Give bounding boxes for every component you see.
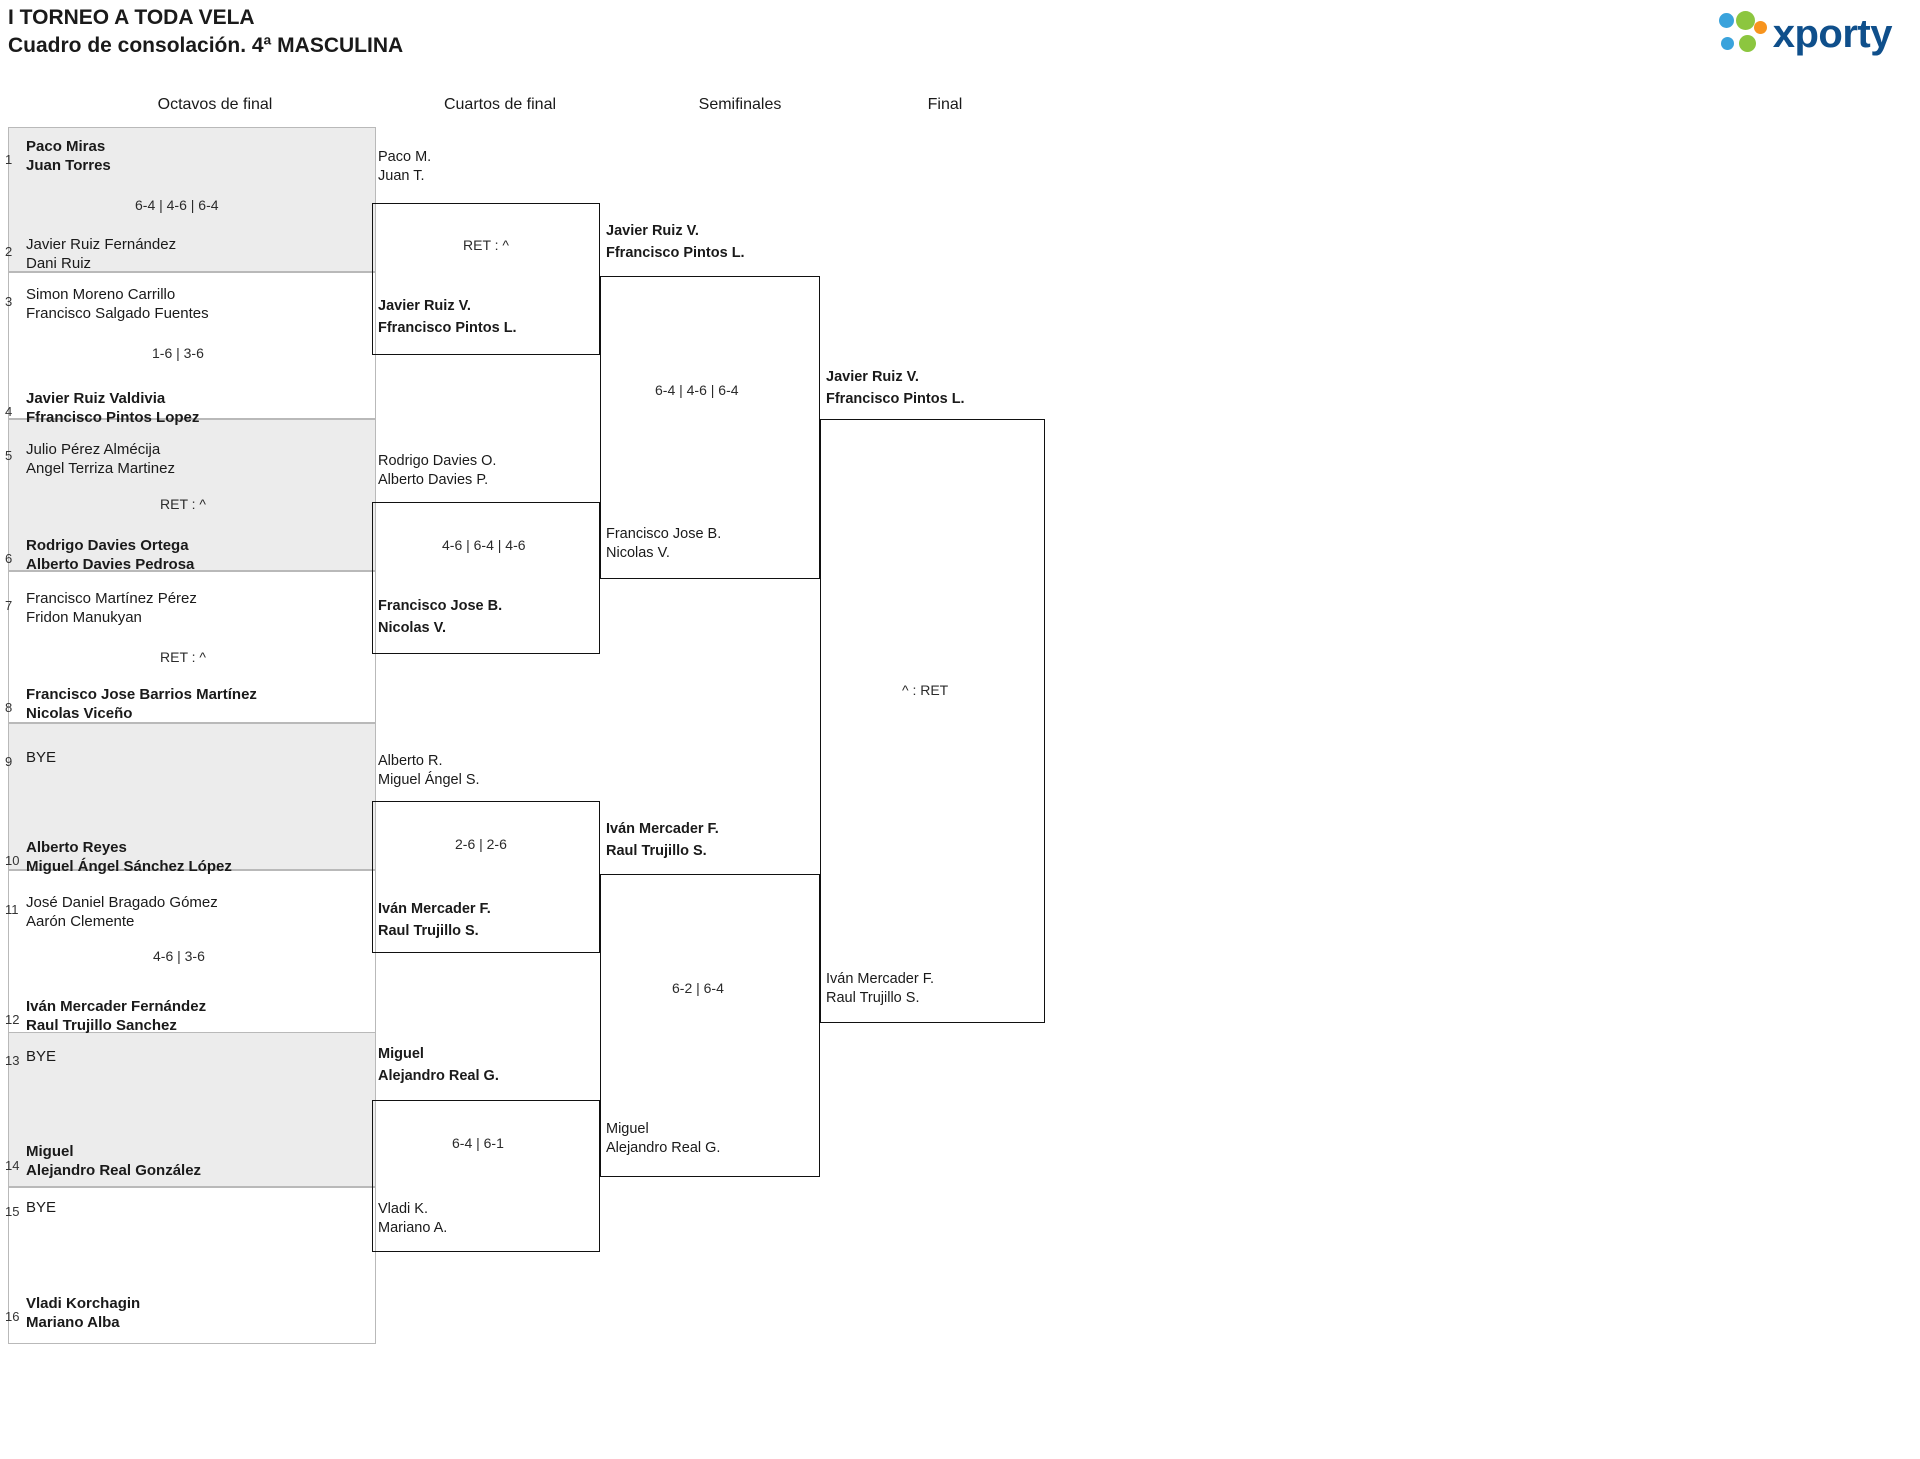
page-title — [8, 4, 403, 60]
seed-6: 6 — [5, 551, 13, 566]
final-player: Iván Mercader F. — [826, 971, 934, 987]
r2-score: 2-6 | 2-6 — [455, 836, 507, 852]
r3-player: Francisco Jose B. — [606, 526, 722, 542]
r1-player: Raul Trujillo Sanchez — [26, 1017, 177, 1034]
r1-player: Iván Mercader Fernández — [26, 998, 207, 1015]
tournament-subtitle: Cuadro de consolación. 4ª MASCULINA — [8, 34, 404, 57]
r1-player: BYE — [26, 1199, 57, 1216]
r2-player: Vladi K. — [378, 1201, 428, 1217]
r1-score: RET : ^ — [160, 496, 206, 512]
r1-player: Vladi Korchagin — [26, 1295, 141, 1312]
r1-player: Alberto Davies Pedrosa — [26, 556, 195, 573]
r3-player: Alejandro Real G. — [606, 1140, 721, 1156]
r1-player: Aarón Clemente — [26, 913, 135, 930]
xporty-logo — [1719, 8, 1892, 60]
seed-16: 16 — [5, 1309, 20, 1324]
r3-player: Iván Mercader F. — [606, 821, 719, 837]
r1-player: Juan Torres — [26, 157, 111, 174]
final-player: Javier Ruiz V. — [826, 369, 919, 385]
r3-player: Raul Trujillo S. — [606, 843, 707, 859]
round-header-octavos: Octavos de final — [157, 96, 273, 113]
r1-score: 4-6 | 3-6 — [153, 948, 205, 964]
r1-score: 6-4 | 4-6 | 6-4 — [135, 197, 219, 213]
r2-player: Paco M. — [378, 149, 432, 165]
seed-7: 7 — [5, 598, 13, 613]
r3-score: 6-2 | 6-4 — [672, 980, 724, 996]
r1-player: Alberto Reyes — [26, 839, 127, 856]
r2-player: Alberto R. — [378, 753, 443, 769]
r2-score: RET : ^ — [463, 237, 509, 253]
r1-player: Miguel Ángel Sánchez López — [26, 858, 232, 875]
r1-player: Mariano Alba — [26, 1314, 120, 1331]
final-connector — [820, 419, 1045, 1023]
seed-15: 15 — [5, 1204, 20, 1219]
r1-player: José Daniel Bragado Gómez — [26, 894, 218, 911]
r2-player: Mariano A. — [378, 1220, 448, 1236]
seed-12: 12 — [5, 1012, 20, 1027]
final-score: ^ : RET — [902, 682, 949, 698]
seed-9: 9 — [5, 754, 13, 769]
seed-1: 1 — [5, 152, 13, 167]
logo-text: xporty — [1772, 11, 1892, 56]
r1-score: 1-6 | 3-6 — [152, 345, 204, 361]
r1-player: BYE — [26, 749, 57, 766]
round-header-cuartos: Cuartos de final — [443, 96, 557, 113]
r2-score: 6-4 | 6-1 — [452, 1135, 504, 1151]
r1-player: Angel Terriza Martinez — [26, 460, 175, 477]
final-player: Raul Trujillo S. — [826, 990, 920, 1006]
r3-player: Nicolas V. — [606, 545, 670, 561]
r1-player: Miguel — [26, 1143, 74, 1160]
r2-player: Javier Ruiz V. — [378, 298, 471, 314]
r2-player: Raul Trujillo S. — [378, 923, 479, 939]
seed-4: 4 — [5, 404, 13, 419]
r1-score: RET : ^ — [160, 649, 206, 665]
r2-player: Rodrigo Davies O. — [378, 453, 497, 469]
r3-player: Ffrancisco Pintos L. — [606, 245, 745, 261]
final-player: Ffrancisco Pintos L. — [826, 391, 965, 407]
logo-dots-icon — [1719, 11, 1767, 57]
r2-player: Francisco Jose B. — [378, 598, 503, 614]
r2-player: Iván Mercader F. — [378, 901, 491, 917]
r2-score: 4-6 | 6-4 | 4-6 — [442, 537, 526, 553]
r1-player: Nicolas Viceño — [26, 705, 133, 722]
r1-player: Alejandro Real González — [26, 1162, 202, 1179]
r1-player: Fridon Manukyan — [26, 609, 142, 626]
r1-player: Javier Ruiz Valdivia — [26, 390, 166, 407]
round-header-final: Final — [927, 96, 963, 113]
seed-13: 13 — [5, 1053, 20, 1068]
tournament-title: I TORNEO A TODA VELA — [8, 6, 255, 29]
r3-player: Javier Ruiz V. — [606, 223, 699, 239]
r1-player: Simon Moreno Carrillo — [26, 286, 176, 303]
r1-player: Ffrancisco Pintos Lopez — [26, 409, 200, 426]
seed-10: 10 — [5, 853, 20, 868]
r1-player: Rodrigo Davies Ortega — [26, 537, 189, 554]
seed-8: 8 — [5, 700, 13, 715]
r2-player: Alberto Davies P. — [378, 472, 489, 488]
r1-player: Paco Miras — [26, 138, 106, 155]
r2-player: Ffrancisco Pintos L. — [378, 320, 517, 336]
r1-player: Francisco Salgado Fuentes — [26, 305, 209, 322]
r2-player: Miguel Ángel S. — [378, 772, 480, 788]
r1-player: Dani Ruiz — [26, 255, 92, 272]
r2-player: Juan T. — [378, 168, 425, 184]
r1-player: Francisco Jose Barrios Martínez — [26, 686, 257, 703]
round-header-semifinales: Semifinales — [698, 96, 782, 113]
r2-player: Nicolas V. — [378, 620, 446, 636]
seed-14: 14 — [5, 1158, 20, 1173]
r1-player: BYE — [26, 1048, 57, 1065]
r2-player: Miguel — [378, 1046, 424, 1062]
seed-11: 11 — [5, 902, 19, 917]
r1-player: Javier Ruiz Fernández — [26, 236, 177, 253]
r2-player: Alejandro Real G. — [378, 1068, 499, 1084]
r3-score: 6-4 | 4-6 | 6-4 — [655, 382, 739, 398]
seed-3: 3 — [5, 294, 13, 309]
r1-player: Francisco Martínez Pérez — [26, 590, 197, 607]
seed-2: 2 — [5, 244, 13, 259]
seed-5: 5 — [5, 448, 13, 463]
r1-player: Julio Pérez Almécija — [26, 441, 161, 458]
r3-player: Miguel — [606, 1121, 649, 1137]
